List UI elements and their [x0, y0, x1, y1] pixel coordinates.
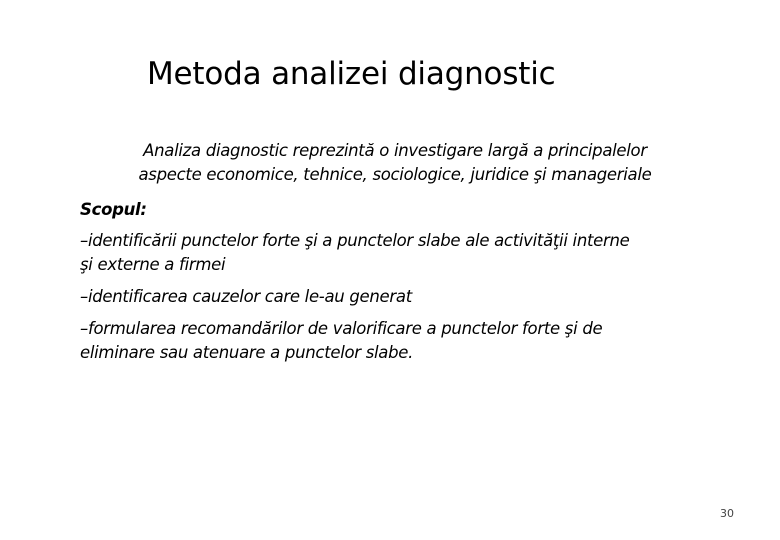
bullet-item — [80, 229, 740, 277]
bullet-line: şi externe a firmei — [80, 255, 226, 274]
bullet-item — [80, 317, 740, 365]
slide-title: Metoda analizei diagnostic — [147, 56, 556, 92]
bullet-line: eliminare sau atenuare a punctelor slabe. — [80, 343, 414, 362]
bullet-line: –identificarea cauzelor care le-au generat — [80, 287, 412, 306]
bullet-line: –identificării punctelor forte şi a punctelor slabe ale activităţii interne — [80, 231, 630, 250]
intro-line: Analiza diagnostic reprezintă o investigare largă a principalelor — [143, 141, 647, 160]
intro-paragraph — [80, 139, 710, 187]
page-number: 30 — [720, 507, 734, 520]
bullet-item — [80, 285, 740, 309]
intro-line: aspecte economice, tehnice, sociologice, juridice şi manageriale — [138, 165, 652, 184]
slide-body — [80, 198, 740, 373]
scope-label: Scopul: — [80, 200, 147, 219]
bullet-line: –formularea recomandărilor de valorificare a punctelor forte şi de — [80, 319, 603, 338]
